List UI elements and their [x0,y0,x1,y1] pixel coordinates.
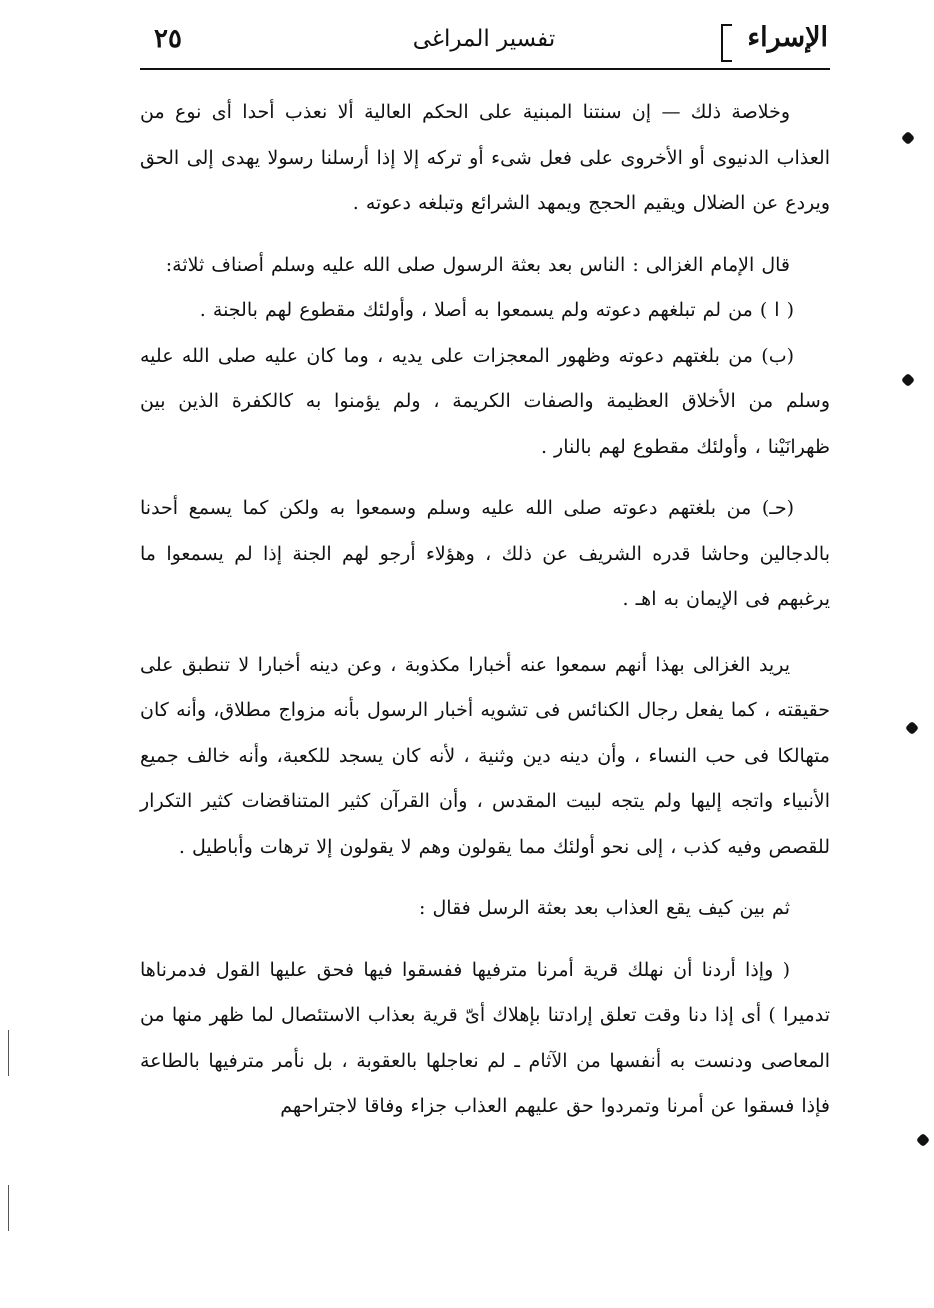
paragraph-verse-commentary: ( وإذا أردنا أن نهلك قرية أمرنا مترفيها ففسقوا فيها فحق عليها القول فدمرناها تدميرا ) أى إذا دنا وقت تعلق إرادتنا بإهلاك أىّ قرية بعذاب الاستئصال لما ظهر منها من المعاصى ودنست به أنفسها من الآثام ـ لم نعاجلها بالعقوبة ، بل نأمر مترفيها بالطاعة فإذا فسقوا عن أمرنا وتمردوا حق عليهم العذاب جزاء وفاقا لاجتراحهم [140,958,830,1117]
margin-mark [905,721,919,735]
margin-mark [901,131,915,145]
page-body [140,90,830,1130]
page-number: ٢٥ [154,24,182,54]
paragraph-transition: ثم بين كيف يقع العذاب بعد بعثة الرسل فقال : [419,897,790,919]
surah-name: الإسراء [747,22,828,53]
book-title: تفسير المراغى [412,26,556,52]
paragraph-summary: وخلاصة ذلك — إن سنتنا المبنية على الحكم العالية ألا نعذب أحدا أى نوع من العذاب الدنيوى أو الأخروى على فعل شىء أو تركه إلا إذا أرسلنا رسولا يهدى إلى الحق ويردع عن الضلال ويقيم الحجج ويمهد الشرائع وتبلغه دعوته . [140,101,830,214]
list-item-a: ( ا ) من لم تبلغهم دعوته ولم يسمعوا به أصلا ، وأولئك مقطوع لهم بالجنة . [199,299,794,321]
list-item-b: (ب) من بلغتهم دعوته وظهور المعجزات على يديه ، وما كان عليه صلى الله عليه وسلم من الأخلاق العظيمة والصفات الكريمة ، ولم يؤمنوا به كالكفرة الذين بين ظهرانَيْنا ، وأولئك مقطوع لهم بالنار . [140,344,830,458]
list-item-c: (حـ) من بلغتهم دعوته صلى الله عليه وسلم وسمعوا به ولكن كما يسمع أحدنا بالدجالين وحاشا قدره الشريف عن ذلك ، وهؤلاء أرجو لهم الجنة إذا لم يسمعوا ما يرغبهم فى الإيمان به اهـ . [140,497,830,610]
running-header [140,18,828,70]
margin-tick [8,1030,9,1076]
margin-mark [901,373,915,387]
margin-mark [916,1133,930,1147]
header-rule [140,68,830,70]
margin-tick [8,1185,9,1231]
paragraph-ghazali-meaning: يريد الغزالى بهذا أنهم سمعوا عنه أخبارا مكذوبة ، وعن دينه أخبارا لا تنطبق على حقيقته ، كما يفعل رجال الكنائس فى تشويه أخبار الرسول بأنه مزواج مطلاق، وأنه كان متهالكا فى حب النساء ، وأن دينه دين وثنية ، لأنه كان يسجد للكعبة، وأنه خالف جميع الأنبياء واتجه إليها ولم يتجه لبيت المقدس ، وأن القرآن كثير المتناقضات كثير التكرار للقصص وفيه كذب ، إلى نحو أولئك مما يقولون وهم لا يقولون إلا ترهات وأباطيل . [140,653,830,858]
paragraph-ghazali-intro: قال الإمام الغزالى : الناس بعد بعثة الرسول صلى الله عليه وسلم أصناف ثلاثة: [165,253,790,276]
